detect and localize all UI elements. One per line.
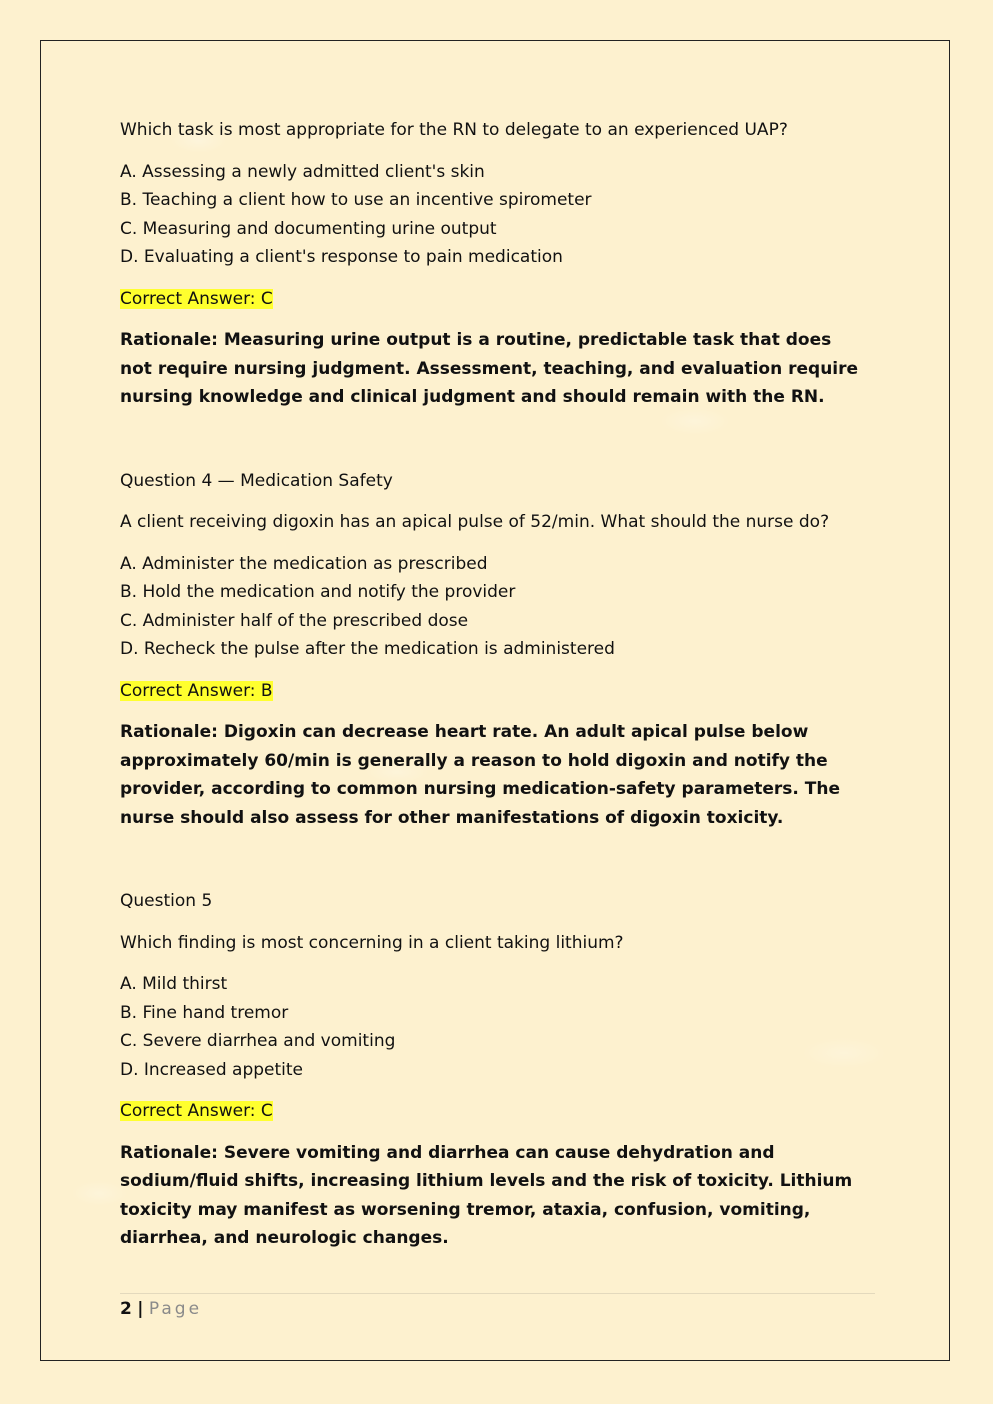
rationale: Rationale: Severe vomiting and diarrhea can cause dehydration and sodium/fluid shifts, increasing lithium levels and the risk of toxicity. Lithium toxicity may manifest as worsening tremor, ataxia, confusion, vomiting, diarrhea, and neurologic changes. <box>120 1142 853 1248</box>
option-c: C. Measuring and documenting urine output <box>120 218 497 239</box>
option-b: B. Fine hand tremor <box>120 1002 289 1023</box>
correct-answer-highlight: Correct Answer: C <box>120 1101 273 1121</box>
answer-options <box>120 970 865 1084</box>
option-d: D. Increased appetite <box>120 1059 304 1080</box>
option-d: D. Recheck the pulse after the medication is administered <box>120 639 615 659</box>
page-footer <box>120 1293 875 1322</box>
question-block-3 <box>120 116 865 412</box>
question-heading: Question 5 <box>120 891 213 911</box>
page-number: 2 <box>120 1299 132 1319</box>
question-block-5 <box>120 887 865 1253</box>
rationale: Rationale: Digoxin can decrease heart rate. An adult apical pulse below approximately 60/min is generally a reason to hold digoxin and notify the provider, according to common nursing medication-safety parameters. The nurse should also assess for other manifestations of digoxin toxicity. <box>120 722 841 828</box>
option-b: B. Hold the medication and notify the provider <box>120 582 516 602</box>
correct-answer <box>120 677 865 706</box>
option-c: C. Severe diarrhea and vomiting <box>120 1031 396 1051</box>
page-label: Page <box>148 1299 203 1319</box>
option-d: D. Evaluating a client's response to pain medication <box>120 247 563 267</box>
option-a: A. Administer the medication as prescribed <box>120 553 488 574</box>
correct-answer-highlight: Correct Answer: B <box>120 680 273 701</box>
correct-answer <box>120 285 865 314</box>
correct-answer-highlight: Correct Answer: C <box>120 288 273 309</box>
answer-options <box>120 550 865 664</box>
rationale: Rationale: Measuring urine output is a routine, predictable task that does not require nursing judgment. Assessment, teaching, and evaluation require nursing knowledge and clinical judgment and should remain with the RN. <box>120 330 859 407</box>
question-heading: Question 4 — Medication Safety <box>120 470 393 491</box>
question-text: Which task is most appropriate for the RN to delegate to an experienced UAP? <box>120 120 788 140</box>
question-text: A client receiving digoxin has an apical pulse of 52/min. What should the nurse do? <box>120 512 830 532</box>
document-body <box>120 116 865 1253</box>
question-text: Which finding is most concerning in a client taking lithium? <box>120 932 624 953</box>
footer-separator: | <box>137 1299 144 1319</box>
option-a: A. Mild thirst <box>120 974 228 994</box>
question-block-4 <box>120 467 865 833</box>
option-b: B. Teaching a client how to use an incentive spirometer <box>120 190 592 210</box>
correct-answer <box>120 1097 865 1126</box>
option-a: A. Assessing a newly admitted client's skin <box>120 161 485 182</box>
answer-options <box>120 158 865 272</box>
option-c: C. Administer half of the prescribed dose <box>120 610 469 631</box>
